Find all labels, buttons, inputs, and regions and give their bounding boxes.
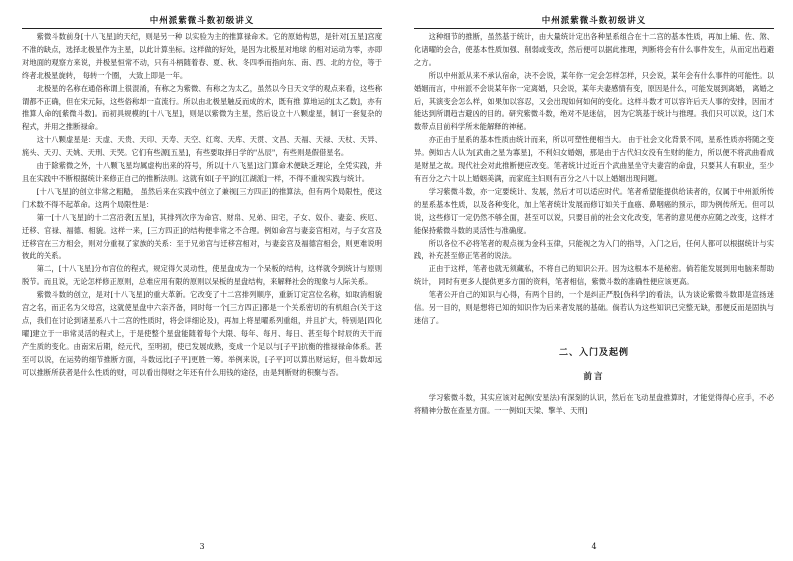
- paragraph: 亦正由于星系的基本性质由统计而来，所以可塑性便相当大。 由于社会文化背景不同，星系性质亦将随之变异。例如古人认为[武曲之星为寡星]，不利妇女婚姻，那是由于古代妇女没有生财的能力，所以便不将武曲看成是财星之故。现代社会对此推断便应改变。笔者统计过近百个武曲星坐守夫妻宫的命盘，只要其人有职业，至少有百分之六十以上婚姻美满，而家庭主妇则有百分之八十以上婚姻出现问题。: [414, 135, 774, 183]
- paragraph: 这十八颗虚星是：天虚、天贵、天印、天寿、天空、红鸾、天库、天贯、文昌、天福、天禄、天杖、天异、旄头、天刃、天姚、天刑、天哭。它们有些源[五星]，有些要取择日学的"丛辰"，有些则是假借星名。: [22, 135, 382, 158]
- paragraph: [十八飞星]的创立非常之粗糙， 虽然后来在实践中创立了兼视[三方四正]的推算法，但有两个局限性，使这门术数不得不起革命。这两个局限性是：: [22, 186, 382, 209]
- page-header: 中州派紫微斗数初级讲义: [541, 16, 647, 26]
- paragraph: 学习紫微斗数，亦一定要统计、发展，然后才可以适应时代。笔者希望能提供给读者的，仅属于中州派所传的星系基本性质，以及各种变化，加上笔者统计发展而修订如关于血癌、鼻咽癌的预示，即为例传所无。但可以说，这些修订一定仍然不够全面，甚至可以说，只要目前的社会文化改变，笔者的意见便亦应随之改变，这样才能保持紫微斗数的灵活性与准确度。: [414, 186, 774, 235]
- paragraph: 由于除紫微之外，十八颗飞星均属虚构出来的符号，所以[十八飞星]这门算命术便缺乏理论，全凭实践，并且在实践中不断根据统计来修正自己的推断法则。这就有如[子平]的[江湖派]一样，不得不重视实践与统计。: [22, 161, 382, 183]
- paragraph: 这种细节的推断，虽然基于统计，由大量统计定出各种星系组合在十二宫的基本性质，再加上辅、佐、煞、化诸曜的会合，使基本性质加强、削弱或变改，然后便可以据此推理，判断将会有什么事件发生，从而定出趋避之方。: [414, 32, 774, 67]
- page-body: [414, 31, 774, 531]
- header-rule: [414, 28, 774, 29]
- paragraph: 紫微斗数前身[十八飞星]的天纪，则是另一种 以实验为主的推算禄命术。它的原始构思，是针对[五星]宫度不准的缺点，选择北极星作为主星，以此计算坐标。这样做的好处，是因为北极星对地球 的相对运动为零，亦即对地面的观察方来说，并极星恒常不动，只有斗柄随着春、夏、秋、冬四季而指向东、南、西、北的方位，等于终者北极星旋转， 每转一个圈， 大致上即是一年。: [22, 32, 382, 80]
- paragraph: 笔者公开自己的知识与心得，有两个目的，一个是纠正严股[伪科学]的看法，认为谈论紫微斗数即是宣扬迷信。另一目的，则是想将已知的知识作为后来者发展的基础。倘若认为这些知识已完整无缺，那便反而是固执与迷信了。: [414, 290, 774, 325]
- paragraph: 正由于这样，笔者也就无须藏私，不将自己的知识公开。因为这根本不是秘密。倘若能发展到用电脑来帮助统计， 同时有更多人提供更多方面的资料，笔者相信，紫微斗数的准确性便应该更高。: [414, 264, 774, 287]
- paragraph: 所以中州派从来不承认宿命，决不会说，某年你一定会怎样怎样，只会说，某年会有什么事件的可能性。以婚姻而言，中州派不会说某年你一定离婚，只会说，某年夫妻感情有变，原因是什么，可能发展到离婚， 离婚之后，其演变会怎么样，如果加以容忍，又会出现如何如何的变化。这样斗数才可以容许后天人事的安排，因而才能达到所谓趋吉避凶的目的。研究紫微斗数，绝对不是迷信， 因为它筑基于统计与推理。我们只可以说，这门术数带点目前科学所未能解释的神秘。: [414, 70, 774, 132]
- left-page: [22, 0, 382, 561]
- page-number: 4: [591, 542, 597, 551]
- right-page: [414, 0, 774, 561]
- page-number: 3: [199, 542, 205, 551]
- page-header: 中州派紫微斗数初级讲义: [149, 16, 255, 26]
- section-title: 二、入门及起例: [558, 347, 629, 358]
- page-body: [22, 31, 382, 531]
- paragraph: 第一[十八飞星]的十二宫沿袭[五星]，其排列次序为命宫、财帛、兄弟、田宅，子女、奴仆、妻妾、疾厄、迁移、官禄、福德、相貌。这样一来，[三方四正]的结构便非常之不合理。例如命宫与妻妾宫相对，与子女宫及迁移宫在三方相会，则对分重视了家族的关系：至于兄弟宫与迁移宫相对，与妻妾宫及福德宫相会，则更难说明彼此的关系。: [22, 212, 382, 261]
- paragraph: 学习紫微斗数，其实应该对起例(安星法)有深刻的认识，然后在飞动星盘推算时，才能觉得得心应手，不必将精神分散在查星方面。一一例如[天梁、擎羊、天刑]: [414, 392, 774, 415]
- subsection-title: 前言: [583, 371, 605, 382]
- paragraph: 所以各位不必将笔者的观点视为金科玉律，只能视之为入门的指导，入门之后，任何人都可以根据统计与实践，补充甚至修正笔者的说法。: [414, 238, 774, 261]
- paragraph: 第二，[十八飞星]分布宫位的程式，规定得欠灵动性，使星盘成为一个呆板的结构，这样就令到统计与原则脱节。而且说，无论怎样修正原则，总难应用有限的原则以呆板的星盘结构，来解释社会的现象与人际关系。: [22, 264, 382, 287]
- header-rule: [22, 28, 382, 29]
- paragraph: 紫微斗数的创立，是对[十八飞星]的重大革新。它改变了十二宫排列顺序，重新订定宫位名称，如取消相貌宫之名，而正名为父母宫，这就使星盘中六亲齐备，同时每一个[三方四正]都是一个关系密切的有机组合(关于这点，我们在讨论到诸星系八十二宫的性质时，将会详细论及)，再加上将星曜系列重组，并且扩大，特别是[四化曜]建立于一串常灵活的程式上，于是使整个星盘能随着每个大限、每年、每月、每日、甚至每个时辰的天干而产生质的变化。由南宋后期，经元代，至明初，使已发展成熟，变成一个足以与[子平]抗衡的推禄禄命体系。甚至可以说，在运势的细节推断方面，斗数远比[子平]更胜一筹。举例来说，[子平]可以算出财运好，但斗数却远可以推断所获者是什么性质的财，可以看出得财之年还有什么用钱的途径，由是判断财的积聚与否。: [22, 290, 382, 377]
- paragraph: 北极星的名称在通俗称谓上很混淆，有称之为紫微、有称之为太乙，虽然以今日天文学的观点来看，这些称谓都不正确，但在宋元际，这些俗称却一直流行。所以由北极星触反而成的术，既有推 算地运的[太乙数]，亦有推算人命的[紫微斗数]。而初具规模的[十八飞星]，则是以紫微为主星，然后设立十八颗虚星，制订一套复杂的程式，并用之推断禄命。: [22, 83, 382, 132]
